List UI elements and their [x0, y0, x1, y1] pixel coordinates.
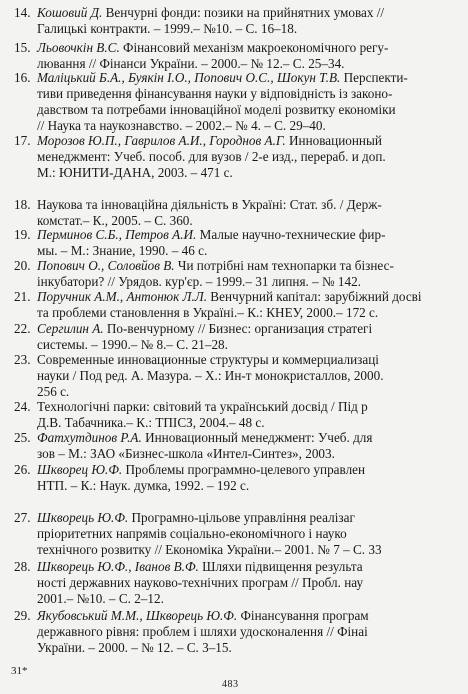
reference-text	[37, 133, 386, 181]
reference-number: 19.	[14, 227, 31, 242]
reference-line	[37, 399, 368, 415]
reference-number: 26.	[14, 462, 31, 477]
reference-line	[37, 575, 363, 591]
reference-author: Фатхутдинов Р.А.	[37, 430, 142, 445]
reference-line	[37, 305, 422, 321]
reference-line	[37, 510, 382, 526]
reference-line-text: менеджмент: Учеб. пособ. для вузов / 2-е изд., перераб. и доп.	[37, 149, 386, 164]
reference-line-text: системы. – 1990.– № 8.– С. 21–28.	[37, 337, 228, 352]
reference-text	[37, 430, 372, 462]
reference-line-text: // Наука та наукознавство. – 2002.– № 4. – С. 29–40.	[37, 118, 326, 133]
reference-line	[37, 640, 369, 656]
reference-line	[37, 415, 368, 431]
reference-author: Попович О., Соловйов В.	[37, 258, 175, 273]
reference-line-text: мы. – М.: Знание, 1990. – 46 с.	[37, 243, 208, 258]
reference-author: Якубовський М.М., Шкворець Ю.Ф.	[37, 608, 238, 623]
reference-line-text: України. – 2000. – № 12. – С. 3–15.	[37, 640, 232, 655]
reference-line	[37, 70, 408, 86]
reference-author: Поручник А.М., Антонюк Л.Л.	[37, 289, 207, 304]
reference-line	[37, 149, 386, 165]
reference-number: 22.	[14, 321, 31, 336]
reference-line	[37, 165, 386, 181]
reference-text	[37, 510, 382, 558]
reference-number: 15.	[14, 40, 31, 55]
reference-number: 14.	[14, 5, 31, 20]
reference-text	[37, 289, 422, 321]
reference-line-text: Малые научно-технические фир-	[199, 227, 386, 242]
reference-line-text: Венчурні фонди: позики на прийнятних умовах //	[105, 5, 385, 20]
reference-text	[37, 70, 408, 134]
reference-line	[37, 243, 385, 259]
reference-line-text: 256 с.	[37, 384, 70, 399]
reference-line	[37, 133, 386, 149]
reference-text	[37, 608, 369, 656]
reference-line-text: лювання // Фінанси України. – 2000.– № 12.– С. 25–34.	[37, 56, 345, 71]
reference-number: 29.	[14, 608, 31, 623]
reference-line-text: Наукова та інноваційна діяльність в Україні: Стат. зб. / Держ-	[37, 197, 382, 212]
reference-line	[37, 258, 394, 274]
reference-line	[37, 5, 384, 21]
reference-author: Перминов С.Б., Петров А.И.	[37, 227, 197, 242]
reference-line-text: технічного розвитку // Економіка України.– 2001. № 7 – С. 33	[37, 542, 382, 557]
reference-line	[37, 559, 363, 575]
reference-line	[37, 102, 408, 118]
reference-line-text: Шляхи підвищення результа	[202, 559, 363, 574]
reference-line-text: НТП. – К.: Наук. думка, 1992. – 192 с.	[37, 478, 250, 493]
reference-author: Льовочкін В.С.	[37, 40, 120, 55]
reference-line	[37, 591, 363, 607]
reference-author: Морозов Ю.П., Гаврилов А.И., Городнов А.Г.	[37, 133, 286, 148]
reference-line-text: зов – М.: ЗАО «Бизнес-школа «Интел-Синтез», 2003.	[37, 446, 335, 461]
reference-line	[37, 624, 369, 640]
reference-line	[37, 478, 365, 494]
reference-line-text: Перспекти-	[343, 70, 408, 85]
reference-line-text: тиви приведення фінансування науки у відповідність із законо-	[37, 86, 393, 101]
reference-line	[37, 608, 369, 624]
reference-line-text: Инновационный менеджмент: Учеб. для	[145, 430, 373, 445]
reference-line	[37, 227, 385, 243]
reference-author: Маліцький Б.А., Буякін І.О., Попович О.С., Шокун Т.В.	[37, 70, 341, 85]
reference-text	[37, 5, 384, 37]
reference-line	[37, 368, 384, 384]
reference-text	[37, 321, 372, 353]
reference-line	[37, 462, 365, 478]
reference-author: Шкворець Ю.Ф.	[37, 510, 129, 525]
reference-number: 20.	[14, 258, 31, 273]
reference-line	[37, 384, 384, 400]
reference-number: 28.	[14, 559, 31, 574]
reference-line	[37, 526, 382, 542]
reference-number: 25.	[14, 430, 31, 445]
reference-line	[37, 86, 408, 102]
reference-line	[37, 430, 372, 446]
reference-text	[37, 40, 388, 72]
reference-number: 23.	[14, 352, 31, 367]
reference-line-text: Инновационный	[289, 133, 382, 148]
reference-line-text: Венчурний капітал: зарубіжний досві	[210, 289, 422, 304]
reference-line	[37, 321, 372, 337]
reference-author: Шкворец Ю.Ф.	[37, 462, 123, 477]
reference-text	[37, 462, 365, 494]
reference-text	[37, 227, 385, 259]
reference-line-text: та проблеми становлення в Україні.– К.: КНЕУ, 2000.– 172 с.	[37, 305, 379, 320]
reference-line-text: Чи потрібні нам технопарки та бізнес-	[177, 258, 394, 273]
reference-line	[37, 118, 408, 134]
reference-number: 21.	[14, 289, 31, 304]
reference-line-text: По-венчурному // Бизнес: организация стратегі	[106, 321, 373, 336]
reference-number: 18.	[14, 197, 31, 212]
reference-line-text: Програмно-цільове управління реалізаг	[131, 510, 355, 525]
reference-line-text: інкубатори? // Урядов. кур'єр. – 1999.– 31 липня. – № 142.	[37, 274, 361, 289]
reference-line	[37, 352, 384, 368]
reference-text	[37, 258, 394, 290]
reference-line-text: Современные инновационные структуры и коммерциализаці	[37, 352, 379, 367]
reference-text	[37, 559, 363, 607]
reference-number: 27.	[14, 510, 31, 525]
reference-line	[37, 289, 422, 305]
reference-line-text: ності державних науково-технічних програм // Пробл. нау	[37, 575, 364, 590]
reference-line	[37, 40, 388, 56]
reference-line-text: комстат.– К., 2005. – С. 360.	[37, 213, 193, 228]
reference-number: 17.	[14, 133, 31, 148]
reference-line	[37, 337, 372, 353]
reference-line-text: М.: ЮНИТИ-ДАНА, 2003. – 471 с.	[37, 165, 233, 180]
reference-number: 16.	[14, 70, 31, 85]
reference-line-text: давством та потребами інноваційної моделі розвитку економіки	[37, 102, 396, 117]
reference-line-text: науки / Под ред. А. Мазура. – Х.: Ин-т монокристаллов, 2000.	[37, 368, 384, 383]
reference-line-text: Галицькі контракти. – 1999.– №10. – С. 16–18.	[37, 21, 298, 36]
reference-number: 24.	[14, 399, 31, 414]
page-number: 483	[222, 679, 239, 690]
reference-author: Сергилин А.	[37, 321, 104, 336]
reference-text	[37, 352, 384, 400]
reference-line	[37, 21, 384, 37]
reference-line-text: Фінансування програм	[240, 608, 369, 623]
reference-line-text: Проблемы программно-целевого управлен	[125, 462, 366, 477]
reference-author: Кошовий Д.	[37, 5, 103, 20]
reference-line-text: Фінансовий механізм макроекономічного регу-	[123, 40, 389, 55]
reference-author: Шкворець Ю.Ф., Іванов В.Ф.	[37, 559, 199, 574]
signature-mark: 31*	[11, 665, 28, 677]
reference-line-text: Д.В. Табачника.– К.: ТПІСЗ, 2004.– 48 с.	[37, 415, 265, 430]
reference-line-text: 2001.– №10. – С. 2–12.	[37, 591, 164, 606]
reference-line-text: Технологічні парки: світовий та український досвід / Під р	[37, 399, 368, 414]
reference-line	[37, 197, 382, 213]
reference-line	[37, 542, 382, 558]
reference-line-text: пріоритетних напрямів соціально-економічного і науко	[37, 526, 347, 541]
reference-line	[37, 446, 372, 462]
reference-line	[37, 274, 394, 290]
reference-text	[37, 197, 382, 229]
reference-line-text: державного рівня: проблем і шляхи удосконалення // Фінаі	[37, 624, 368, 639]
reference-text	[37, 399, 368, 431]
